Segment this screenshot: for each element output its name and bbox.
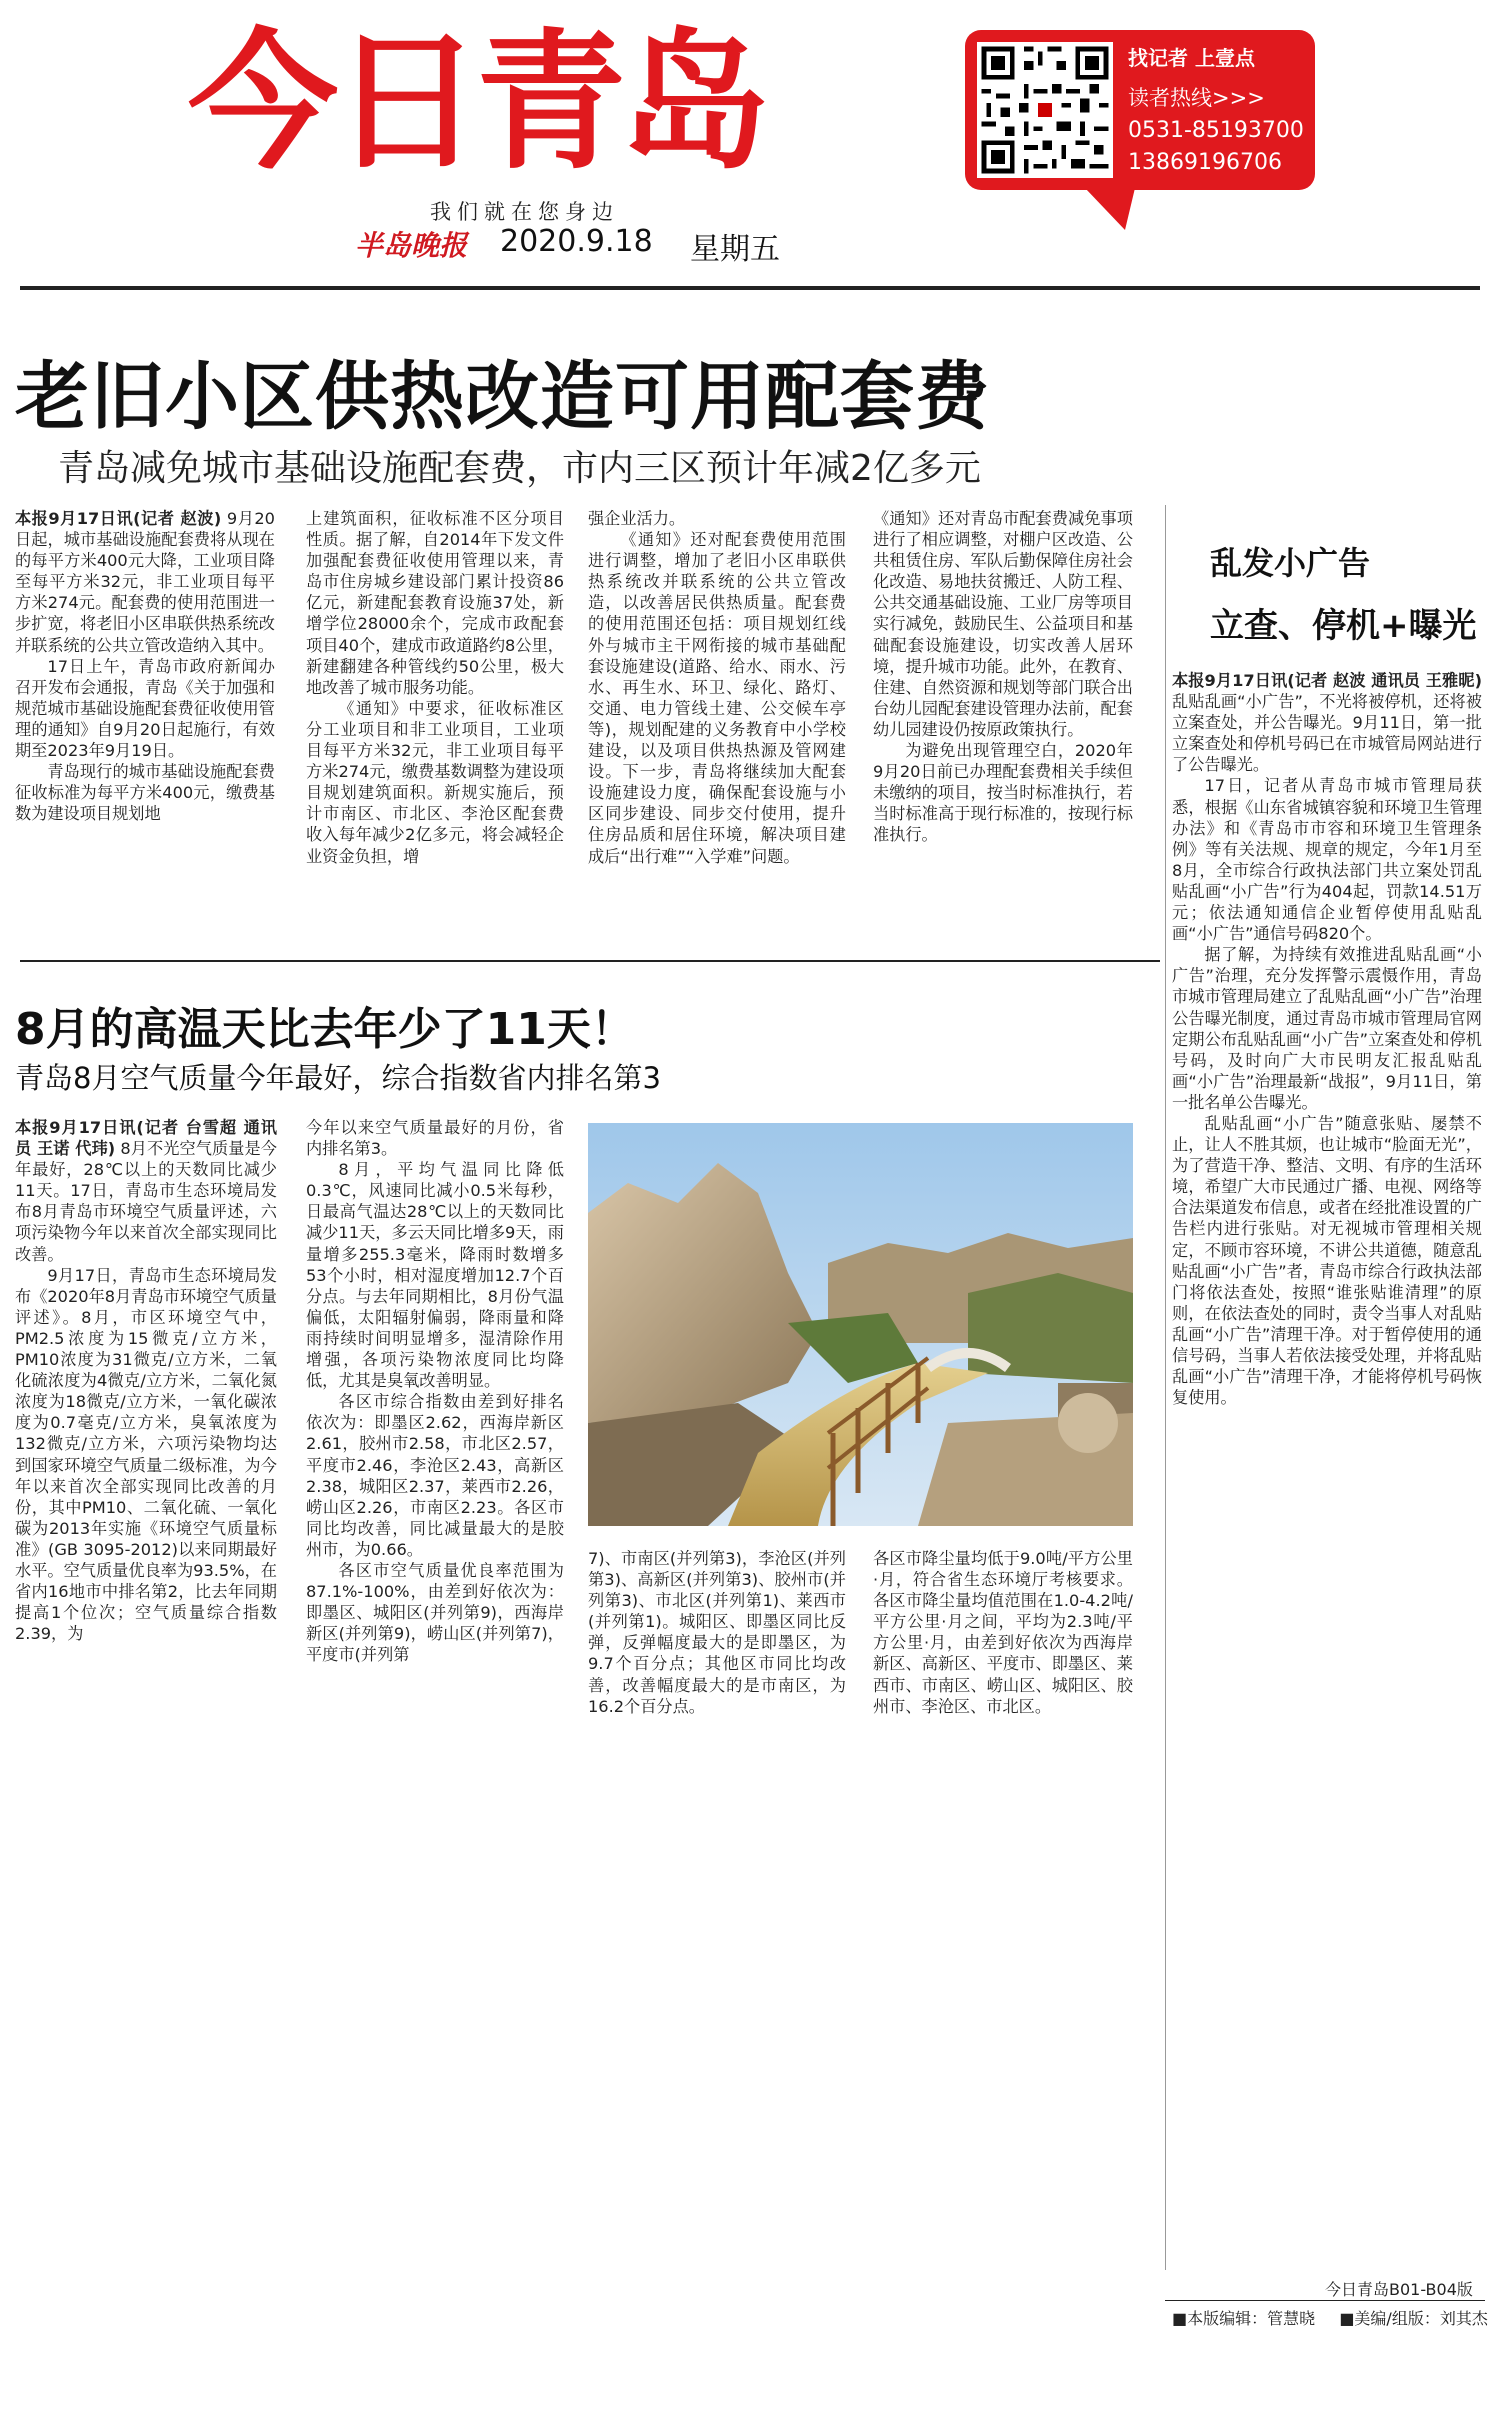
qr-code-icon[interactable] [977,42,1113,178]
speech-bubble-tail [1085,188,1135,230]
article-paragraph: 为避免出现管理空白，2020年9月20日前已办理配套费相关手续但未缴纳的项目，按当时标准执行，若当时标准高于现行标准的，按现行标准执行。 [873,741,1133,845]
hotline-phone-1[interactable]: 0531-85193700 [1128,118,1304,143]
editor-credit: ■本版编辑：管慧晓 [1172,2309,1316,2328]
hotline-title: 找记者 上壹点 [1128,46,1255,70]
article-paragraph: 《通知》中要求，征收标准区分工业项目和非工业项目，工业项目每平方米32元，非工业项目每平方米274元，缴费基数调整为建设项目规划建筑面积。新规实施后，预计市南区、市北区、李沧区配套费收入每年减少2亿多元，将会减轻企业资金负担，增 [306,698,564,866]
article-paragraph: 《通知》还对青岛市配套费减免事项进行了相应调整，对棚户区改造、公共租赁住房、军队后勤保障住房社会化改造、易地扶贫搬迁、人防工程、公共交通基础设施、工业厂房等项目实行减免，鼓励民生、公益项目和基础配套设施建设，切实改善人居环境，提升城市功能。此外，在教育、住建、自然资源和规划等部门联合出台幼儿园配套建设管理办法前，配套幼儿园建设仍按原政策执行。 [873,509,1133,739]
story2-column-2 [306,1117,564,2245]
story-divider [20,960,1160,962]
story3-column [1172,670,1482,2260]
footer-rule [1165,2300,1485,2301]
story3-headline-line2: 立查、停机+曝光 [1210,606,1477,646]
article-paragraph: 7)、市南区(并列第3)，李沧区(并列第3)、高新区(并列第3)、胶州市(并列第3)、市北区(并列第1)、莱西市(并列第1)。城阳区、即墨区同比反弹，反弹幅度最大的是即墨区，为9.7个百分点；其他区市同比均改善，改善幅度最大的是市南区，为16.2个百分点。 [588,1549,846,1716]
story1-subheadline: 青岛减免城市基础设施配套费，市内三区预计年减2亿多元 [58,448,981,489]
article-paragraph: 乱贴乱画“小广告”随意张贴、屡禁不止，让人不胜其烦，也让城市“脸面无光”，为了营造干净、整洁、文明、有序的生活环境，希望广大市民通过广播、电视、网络等合法渠道发布信息，或者在经批准设置的广告栏内进行张贴。对无视城市管理相关规定，不顾市容环境，不讲公共道德，随意乱贴乱画“小广告”者，青岛市综合行政执法部门将依法查处，按照“谁张贴谁清理”的原则，在依法查处的同时，责令当事人对乱贴乱画“小广告”清理干净。对于暂停使用的通信号码，当事人若依法接受处理，并将乱贴乱画“小广告”清理干净，才能将停机号码恢复使用。 [1172,1113,1482,1408]
article-paragraph: 8月，平均气温同比降低0.3℃，风速同比减小0.5米每秒，日最高气温达28℃以上的天数同比减少11天，多云天同比增多9天，雨量增多255.3毫米，降雨时数增多53个小时，相对湿度增加12.7个百分点。与去年同期相比，8月份气温偏低，太阳辐射偏弱，降雨量和降雨持续时间明显增多，湿清除作用增强，各项污染物浓度同比均降低，尤其是臭氧改善明显。 [306,1160,564,1391]
story1-column-3 [588,508,846,948]
article-paragraph: 8月不光空气质量是今年最好，28℃以上的天数同比减少11天。17日，青岛市生态环境局发布8月青岛市环境空气质量评述，六项污染物今年以来首次全部实现同比改善。 [15,1139,277,1264]
article-paragraph: 各区市空气质量优良率范围为87.1%-100%，由差到好依次为：即墨区、城阳区(并列第9)，西海岸新区(并列第9)，崂山区(并列第7)，平度市(并列第 [306,1560,564,1665]
slogan: 我们就在您身边 [430,200,619,224]
story1-headline: 老旧小区供热改造可用配套费 [15,354,990,440]
story2-subheadline: 青岛8月空气质量今年最好，综合指数省内排名第3 [15,1061,661,1095]
story2-column-4 [873,1548,1133,1868]
article-paragraph: 青岛现行的城市基础设施配套费征收标准为每平方米400元，缴费基数为建设项目规划地 [15,762,275,824]
hotline-phone-2[interactable]: 13869196706 [1128,150,1282,175]
article-paragraph: 9月20日起，城市基础设施配套费将从现在的每平方米400元大降，工业项目降至每平方米32元，非工业项目每平方米274元。配套费的使用范围进一步扩宽，将老旧小区串联供热系统改并联系统的公共立管改造纳入其中。 [15,509,275,655]
story1-column-1 [15,508,275,948]
masthead [0,0,1500,285]
designer-credit: ■美编/组版：刘其杰 [1339,2309,1488,2328]
paper-title: 今日青岛 [188,16,765,190]
article-paragraph: 上建筑面积，征收标准不区分项目性质。据了解，自2014年下发文件加强配套费征收使用管理以来，青岛市住房城乡建设部门累计投资86亿元，新建配套教育设施37处，新增学位28000余个，完成市政配套项目40个，建成市政道路约8公里，新建翻建各种管线约50公里，极大地改善了城市服务功能。 [306,509,564,697]
issue-weekday: 星期五 [690,232,780,267]
article-paragraph: 各区市综合指数由差到好排名依次为：即墨区2.62，西海岸新区2.61，胶州市2.58，市北区2.57，平度市2.46，李沧区2.43，高新区2.38，城阳区2.37，莱西市2.26，崂山区2.26，市南区2.23。各区市同比均改善，同比减量最大的是胶州市，为0.66。 [306,1392,564,1559]
issue-date: 2020.9.18 [500,224,653,259]
hotline-box [965,30,1315,190]
story2-column-1 [15,1117,277,2245]
scenic-photo [588,1123,1133,1526]
article-paragraph: 17日上午，青岛市政府新闻办召开发布会通报，青岛《关于加强和规范城市基础设施配套费征收使用管理的通知》自9月20日起施行，有效期至2023年9月19日。 [15,656,275,761]
article-paragraph: 据了解，为持续有效推进乱贴乱画“小广告”治理，充分发挥警示震慑作用，青岛市城市管理局建立了乱贴乱画“小广告”治理公告曝光制度，通过青岛市城市管理局官网定期公布乱贴乱画“小广告”立案查处和停机号码，及时向广大市民明友汇报乱贴乱画“小广告”治理最新“战报”，9月11日，第一批名单公告曝光。 [1172,945,1482,1112]
sidebar-rule [1165,505,1166,2270]
article-paragraph: 乱贴乱画“小广告”，不光将被停机，还将被立案查处，并公告曝光。9月11日，第一批立案查处和停机号码已在市城管局网站进行了公告曝光。 [1172,692,1482,775]
parent-paper-logo: 半岛晚报 [355,229,468,262]
hotline-label: 读者热线>>> [1128,86,1265,110]
story1-column-4 [873,508,1133,948]
byline: 本报9月17日讯(记者 台雪超 通讯员 王诺 代玮) [15,1118,277,1159]
article-paragraph: 强企业活力。 [588,509,686,528]
page-reference: 今日青岛B01-B04版 [1325,2280,1473,2299]
article-paragraph: 9月17日，青岛市生态环境局发布《2020年8月青岛市环境空气质量评述》。8月，市区环境空气中，PM2.5浓度为15微克/立方米，PM10浓度为31微克/立方米，二氧化硫浓度为4微克/立方米，二氧化氮浓度为18微克/立方米，一氧化碳浓度为0.7毫克/立方米，臭氧浓度为132微克/立方米，六项污染物均达到国家环境空气质量二级标准，为今年以来首次全部实现同比改善的月份，其中PM10、二氧化硫、一氧化碳为2013年实施《环境空气质量标准》(GB 3095-2012)以来同期最好水平。空气质量优良率为93.5%，在省内16地市中排名第2，比去年同期提高1个位次；空气质量综合指数2.39，为 [15,1265,277,1644]
article-paragraph: 《通知》还对配套费使用范围进行调整，增加了老旧小区串联供热系统改并联系统的公共立管改造，以改善居民供热质量。配套费的使用范围还包括：项目规划红线外与城市主干网衔接的城市基础配套设施建设(道路、给水、雨水、污水、再生水、环卫、绿化、路灯、交通、电力管线土建、公交候车亭等)，规划配建的义务教育中小学校建设，以及项目供热热源及管网建设。下一步，青岛将继续加大配套设施建设力度，确保配套设施与小区同步建设、同步交付使用，提升住房品质和居住环境，解决项目建成后“出行难”“入学难”问题。 [588,530,846,866]
article-paragraph: 17日，记者从青岛市城市管理局获悉，根据《山东省城镇容貌和环境卫生管理办法》和《青岛市市容和环境卫生管理条例》等有关法规、规章的规定，今年1月至8月，全市综合行政执法部门共立案处罚乱贴乱画“小广告”行为404起，罚款14.51万元；依法通知通信企业暂停使用乱贴乱画“小广告”通信号码820个。 [1172,776,1482,944]
byline: 本报9月17日讯(记者 赵波 通讯员 王雅昵) [1172,671,1482,690]
byline: 本报9月17日讯(记者 赵波) [15,509,222,528]
story3-headline-line1: 乱发小广告 [1210,544,1371,582]
masthead-rule [20,286,1480,290]
story1-column-2 [306,508,564,948]
story2-column-3 [588,1548,846,1868]
article-paragraph: 今年以来空气质量最好的月份，省内排名第3。 [306,1118,564,1159]
footer-credits [1172,2306,1488,2329]
story2-headline: 8月的高温天比去年少了11天！ [15,1004,635,1055]
article-paragraph: 各区市降尘量均低于9.0吨/平方公里·月，符合省生态环境厅考核要求。各区市降尘量均值范围在1.0-4.2吨/平方公里·月之间，平均为2.3吨/平方公里·月，由差到好依次为西海岸新区、高新区、平度市、即墨区、莱西市、市南区、崂山区、城阳区、胶州市、李沧区、市北区。 [873,1549,1133,1716]
